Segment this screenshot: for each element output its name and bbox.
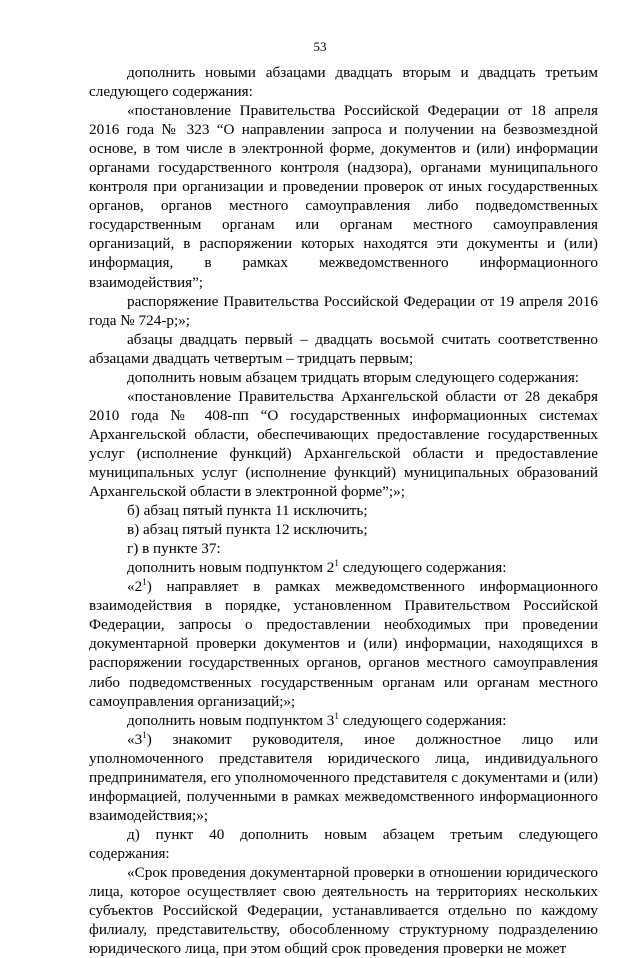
paragraph-text: д) пункт 40 дополнить новым абзацем третьим следующего содержания: [89,825,598,862]
paragraph [89,501,598,520]
paragraph-text: в) абзац пятый пункта 12 исключить; [127,521,368,539]
paragraph [89,330,598,368]
paragraph-text-tail: следующего содержания: [338,559,507,577]
paragraph [89,730,598,825]
paragraph-text: распоряжение Правительства Российской Федерации от 19 апреля 2016 года № 724-р;»; [89,292,598,329]
paragraph [89,520,598,539]
paragraph [89,558,598,577]
superscript-index: 1 [142,577,147,588]
paragraph-text: дополнить новым подпунктом 2 [127,559,335,577]
document-body [89,63,598,958]
paragraph-text-tail: ) направляет в рамках межведомственного информационного взаимодействия в порядке, установленном Правительством Российской Федерации, запросы о предоставлении необходимых при проведении документарной проверки документов и (или) информации, находящихся в распоряжении государственных органов, органов местного самоуправления либо подведомственных государственным органам или органам местного самоуправления организаций;»; [89,578,598,710]
paragraph-text: «постановление Правительства Архангельской области от 28 декабря 2010 года № 408-пп “О государственных информационных системах Архангельской области, обеспечивающих предоставление государственных услуг (исполнение функций) Архангельской области и предоставление муниципальных услуг (исполнение функций) муниципальных образований Архангельской области в электронной форме”;»; [89,387,598,501]
paragraph [89,711,598,730]
superscript-index: 1 [142,729,147,740]
paragraph-text: «2 [127,578,143,596]
paragraph-text: дополнить новым абзацем тридцать вторым следующего содержания: [127,368,580,386]
paragraph [89,825,598,863]
paragraph [89,368,598,387]
paragraph [89,101,598,291]
superscript-index: 1 [334,710,339,721]
paragraph-text: «3 [127,730,143,748]
superscript-index: 1 [334,558,339,569]
paragraph-text: абзацы двадцать первый – двадцать восьмой считать соответственно абзацами двадцать четвертым – тридцать первым; [89,330,598,367]
paragraph-text-tail: ) знакомит руководителя, иное должностное лицо или уполномоченного представителя юридического лица, индивидуального предпринимателя, его уполномоченного представителя с документами и (или) информацией, полученными в рамках межведомственного информационного взаимодействия;»; [89,730,598,824]
page-number: 53 [313,39,327,54]
paragraph [89,863,598,958]
paragraph [89,577,598,710]
paragraph-text: «постановление Правительства Российской Федерации от 18 апреля 2016 года № 323 “О направлении запроса и получении на безвозмездной основе, в том числе в электронной форме, документов и (или) информации органами государственного контроля (надзора), органами муниципального контроля при организации и проведении проверок от иных государственных органов, органов местного самоуправления либо подведомственных государственным органам или органам местного самоуправления организаций, в распоряжении которых находятся эти документы и (или) информация, в рамках межведомственного информационного взаимодействия”; [89,102,598,291]
paragraph-text: дополнить новыми абзацами двадцать вторым и двадцать третьим следующего содержания: [89,64,598,101]
paragraph-text: «Срок проведения документарной проверки в отношении юридического лица, которое осуществляет свою деятельность на территориях нескольких субъектов Российской Федерации, устанавливается отдельно по каждому филиалу, представительству, обособленному структурному подразделению юридического лица, при этом общий срок проведения проверки не может [89,863,598,958]
paragraph [89,539,598,558]
paragraph-text: б) абзац пятый пункта 11 исключить; [127,502,368,520]
paragraph [89,63,598,101]
paragraph [89,387,598,501]
paragraph [89,292,598,330]
paragraph-text: г) в пункте 37: [127,540,221,558]
paragraph-text-tail: следующего содержания: [338,711,507,729]
paragraph-text: дополнить новым подпунктом 3 [127,711,335,729]
